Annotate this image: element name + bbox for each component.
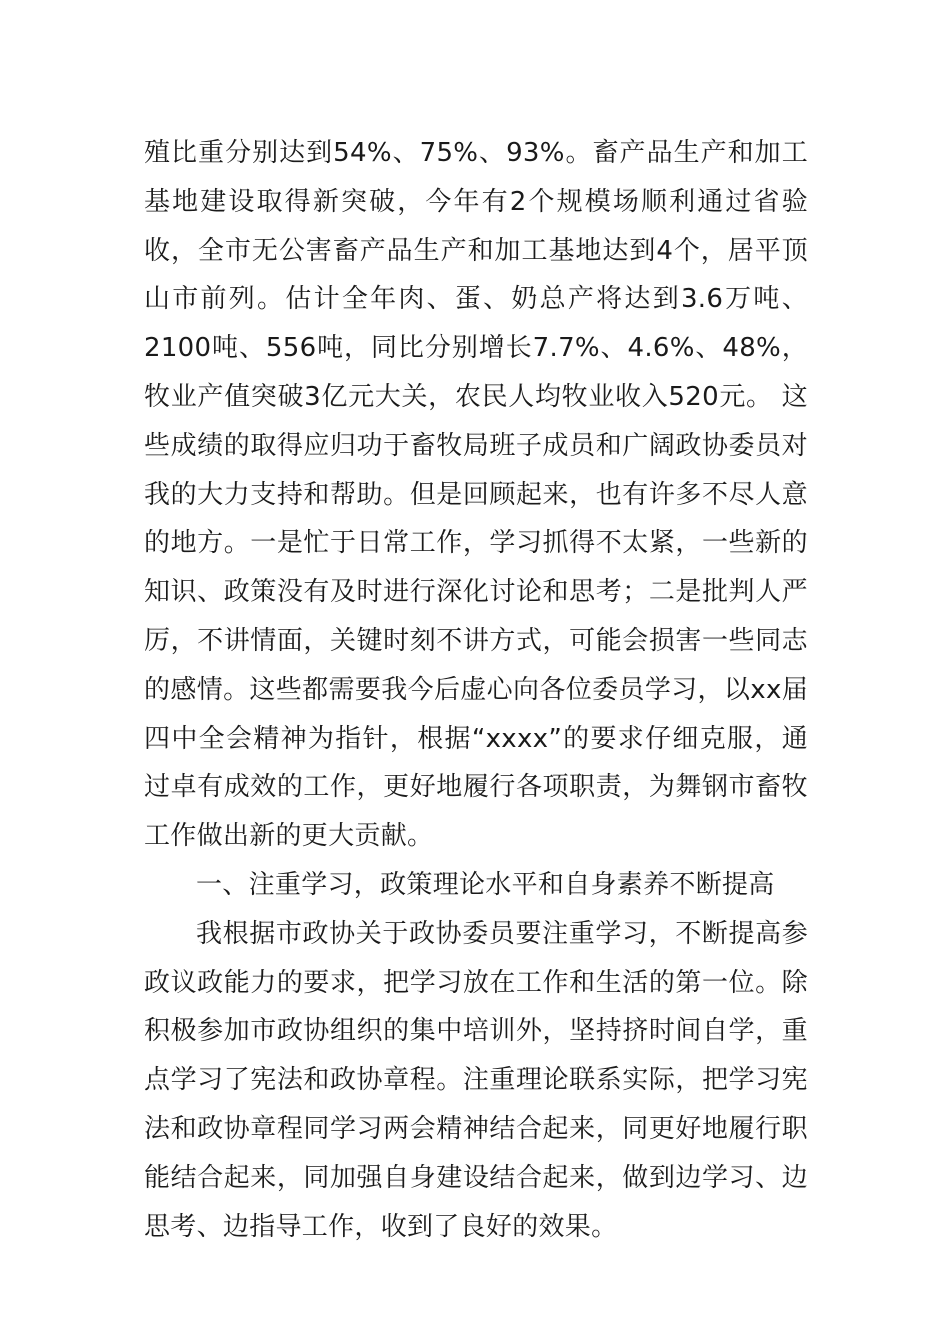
section-heading: 一、注重学习，政策理论水平和自身素养不断提高 [196, 869, 775, 900]
document-body [144, 129, 808, 1251]
paragraph-study: 我根据市政协关于政协委员要注重学习，不断提高参政议政能力的要求，把学习放在工作和生活的第一位。除积极参加市政协组织的集中培训外，坚持挤时间自学，重点学习了宪法和政协章程。注重理论联系实际，把学习宪法和政协章程同学习两会精神结合起来，同更好地履行职能结合起来，同加强自身建设结合起来，做到边学习、边思考、边指导工作，收到了良好的效果。 [144, 918, 808, 1242]
paragraph-body-continuation: 殖比重分别达到54%、75%、93%。畜产品生产和加工基地建设取得新突破，今年有2个规模场顺利通过省验收，全市无公害畜产品生产和加工基地达到4个，居平顶山市前列。估计全年肉、蛋、奶总产将达到3.6万吨、2100吨、556吨，同比分别增长7.7%、4.6%、48%，牧业产值突破3亿元大关，农民人均牧业收入520元。 这些成绩的取得应归功于畜牧局班子成员和广阔政协委员对我的大力支持和帮助。但是回顾起来，也有许多不尽人意的地方。一是忙于日常工作，学习抓得不太紧，一些新的知识、政策没有及时进行深化讨论和思考；二是批判人严厉，不讲情面，关键时刻不讲方式，可能会损害一些同志的感情。这些都需要我今后虚心向各位委员学习，以xx届四中全会精神为指针，根据“xxxx”的要求仔细克服，通过卓有成效的工作，更好地履行各项职责，为舞钢市畜牧工作做出新的更大贡献。 [144, 138, 808, 852]
